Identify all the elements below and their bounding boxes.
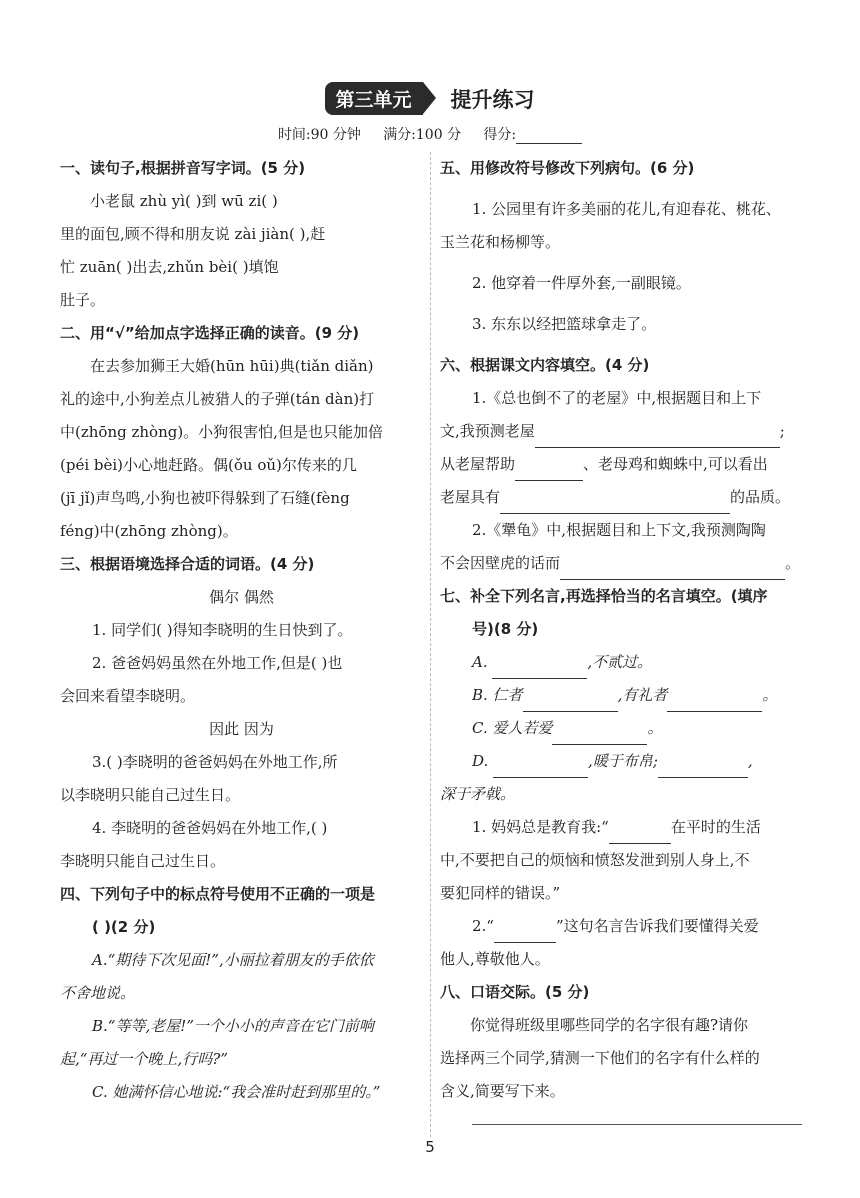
section-4-title: 四、下列句子中的标点符号使用不正确的一项是 — [60, 885, 376, 903]
quote-blank[interactable] — [658, 759, 748, 778]
s2-line: (jī jǐ)声鸟鸣,小狗也被吓得躲到了石缝(fèng — [60, 489, 350, 507]
s6-line — [440, 448, 802, 481]
s6-blank[interactable] — [560, 561, 785, 580]
full-score: 满分:100 分 — [383, 127, 462, 143]
s2-line: 中(zhōng zhòng)。小狗很害怕,但是也只能加倍 — [60, 423, 383, 441]
s2-line: 礼的途中,小狗差点儿被猎人的子弹(tán dàn)打 — [60, 390, 375, 408]
s8-line: 选择两三个同学,猜测一下他们的名字有什么样的 — [440, 1049, 760, 1067]
page-number: 5 — [425, 1138, 435, 1156]
quote-text: ,有礼者 — [617, 686, 668, 704]
s6-text: 老屋具有 — [440, 488, 501, 506]
s7-text: 1. 妈妈总是教育我:“ — [472, 818, 609, 836]
right-column — [440, 152, 802, 1125]
quote-b: B. 仁者 ,有礼者 。 — [440, 679, 802, 712]
s3-question-cont: 以李晓明只能自己过生日。 — [60, 786, 241, 804]
s6-blank[interactable] — [500, 495, 730, 514]
s2-line: féng)中(zhōng zhòng)。 — [60, 522, 238, 540]
section-7-title: 七、补全下列名言,再选择恰当的名言填空。(填序 — [440, 587, 768, 605]
s6-text: 文,我预测老屋 — [440, 422, 535, 440]
quote-blank[interactable] — [667, 693, 762, 712]
s6-text: 的品质。 — [730, 488, 791, 506]
quote-text: ,暖于布帛; — [588, 752, 658, 770]
s4-option-c: C. 她满怀信心地说:“我会准时赶到那里的。” — [92, 1083, 381, 1101]
quote-c: C. 爱人若爱 。 — [440, 712, 802, 745]
page-title: 提升练习 — [450, 87, 535, 112]
section-2-title: 二、用“√”给加点字选择正确的读音。(9 分) — [60, 324, 360, 342]
s1-line: 里的面包,顾不得和朋友说 zài jiàn( ),赶 — [60, 225, 326, 243]
s6-blank[interactable] — [515, 462, 583, 481]
s6-text: 不会因壁虎的话而 — [440, 554, 561, 572]
page-header — [0, 82, 860, 115]
s3-question: 3.( )李晓明的爸爸妈妈在外地工作,所 — [92, 753, 338, 771]
quote-blank[interactable] — [493, 759, 588, 778]
word-choice-1: 偶尔 偶然 — [209, 588, 274, 606]
s6-text: 、老母鸡和蜘蛛中,可以看出 — [583, 455, 768, 473]
s8-line: 你觉得班级里哪些同学的名字很有趣?请你 — [470, 1016, 749, 1034]
s6-text: 从老屋帮助 — [440, 455, 516, 473]
s7-question-cont: 中,不要把自己的烦恼和愤怒发泄到别人身上,不 — [440, 851, 750, 869]
s1-line: 肚子。 — [60, 291, 106, 309]
quote-label: C. 爱人若爱 — [472, 719, 553, 737]
s6-question: 1.《总也倒不了的老屋》中,根据题目和上下 — [472, 389, 762, 407]
s7-question — [440, 910, 802, 943]
s3-question: 4. 李晓明的爸爸妈妈在外地工作,( ) — [92, 819, 328, 837]
column-divider — [430, 152, 431, 1137]
quote-blank[interactable] — [552, 726, 647, 745]
quote-d: D. ,暖于布帛; , — [440, 745, 802, 778]
s7-text: 在平时的生活 — [670, 818, 761, 836]
quote-label: D. — [472, 752, 489, 770]
quote-blank[interactable] — [523, 693, 618, 712]
s2-line: 在去参加狮王大婚(hūn hūi)典(tiǎn diǎn) — [90, 357, 374, 375]
section-3-title: 三、根据语境选择合适的词语。(4 分) — [60, 555, 315, 573]
s7-blank[interactable] — [494, 924, 556, 943]
answer-line[interactable] — [472, 1124, 802, 1125]
section-7-title-cont: 号)(8 分) — [472, 620, 539, 638]
exam-meta — [0, 124, 860, 144]
section-1-title: 一、读句子,根据拼音写字词。(5 分) — [60, 159, 306, 177]
section-4-answer-slot: ( )(2 分) — [92, 918, 156, 936]
s7-text: 2.“ — [472, 917, 494, 935]
s6-blank[interactable] — [535, 429, 780, 448]
s4-option-b-cont: 起,“再过一个晚上,行吗?” — [60, 1050, 228, 1068]
score-label: 得分: — [483, 127, 517, 143]
s4-option-a-cont: 不舍地说。 — [60, 984, 136, 1002]
s4-option-a: A.“期待下次见面!”,小丽拉着朋友的手依依 — [92, 951, 374, 969]
s7-question-cont: 要犯同样的错误。” — [440, 884, 561, 902]
s3-question: 1. 同学们( )得知李晓明的生日快到了。 — [92, 621, 353, 639]
s7-question-cont: 他人,尊敬他人。 — [440, 950, 550, 968]
section-6-title: 六、根据课文内容填空。(4 分) — [440, 356, 650, 374]
s3-question-cont: 李晓明只能自己过生日。 — [60, 852, 226, 870]
s2-line: (péi bèi)小心地赶路。偶(ǒu oǔ)尔传来的几 — [60, 456, 357, 474]
quote-label: A. — [472, 653, 488, 671]
s5-question: 2. 他穿着一件厚外套,一副眼镜。 — [472, 274, 691, 292]
quote-a — [440, 646, 802, 679]
quote-text: ,不贰过。 — [587, 653, 653, 671]
s5-question: 1. 公园里有许多美丽的花儿,有迎春花、桃花、 — [472, 200, 781, 218]
s7-question — [440, 811, 802, 844]
s7-blank[interactable] — [609, 825, 671, 844]
s7-text: ”这句名言告诉我们要懂得关爱 — [555, 917, 759, 935]
s8-line: 含义,简要写下来。 — [440, 1082, 565, 1100]
left-column — [60, 152, 423, 1109]
time-limit: 时间:90 分钟 — [277, 127, 361, 143]
s5-question: 3. 东东以经把篮球拿走了。 — [472, 315, 657, 333]
quote-blank[interactable] — [492, 660, 587, 679]
s5-question-cont: 玉兰花和杨柳等。 — [440, 233, 561, 251]
section-5-title: 五、用修改符号修改下列病句。(6 分) — [440, 159, 695, 177]
s6-question: 2.《犟龟》中,根据题目和上下文,我预测陶陶 — [472, 521, 766, 539]
s1-line: 小老鼠 zhù yì( )到 wū zi( ) — [90, 192, 278, 210]
score-blank[interactable] — [516, 129, 582, 144]
quote-label: B. 仁者 — [472, 686, 523, 704]
s3-question-cont: 会回来看望李晓明。 — [60, 687, 196, 705]
s3-question: 2. 爸爸妈妈虽然在外地工作,但是( )也 — [92, 654, 343, 672]
s4-option-b: B.“等等,老屋!”一个小小的声音在它门前响 — [92, 1017, 374, 1035]
s6-line: 文,我预测老屋 ; — [440, 415, 802, 448]
unit-badge: 第三单元 — [325, 82, 423, 115]
s1-line: 忙 zuān( )出去,zhǔn bèi( )填饱 — [60, 258, 279, 276]
s6-line — [440, 481, 802, 514]
s6-line: 不会因壁虎的话而 。 — [440, 547, 802, 580]
quote-d-cont: 深于矛戟。 — [440, 785, 516, 803]
word-choice-2: 因此 因为 — [209, 720, 274, 738]
section-8-title: 八、口语交际。(5 分) — [440, 983, 590, 1001]
